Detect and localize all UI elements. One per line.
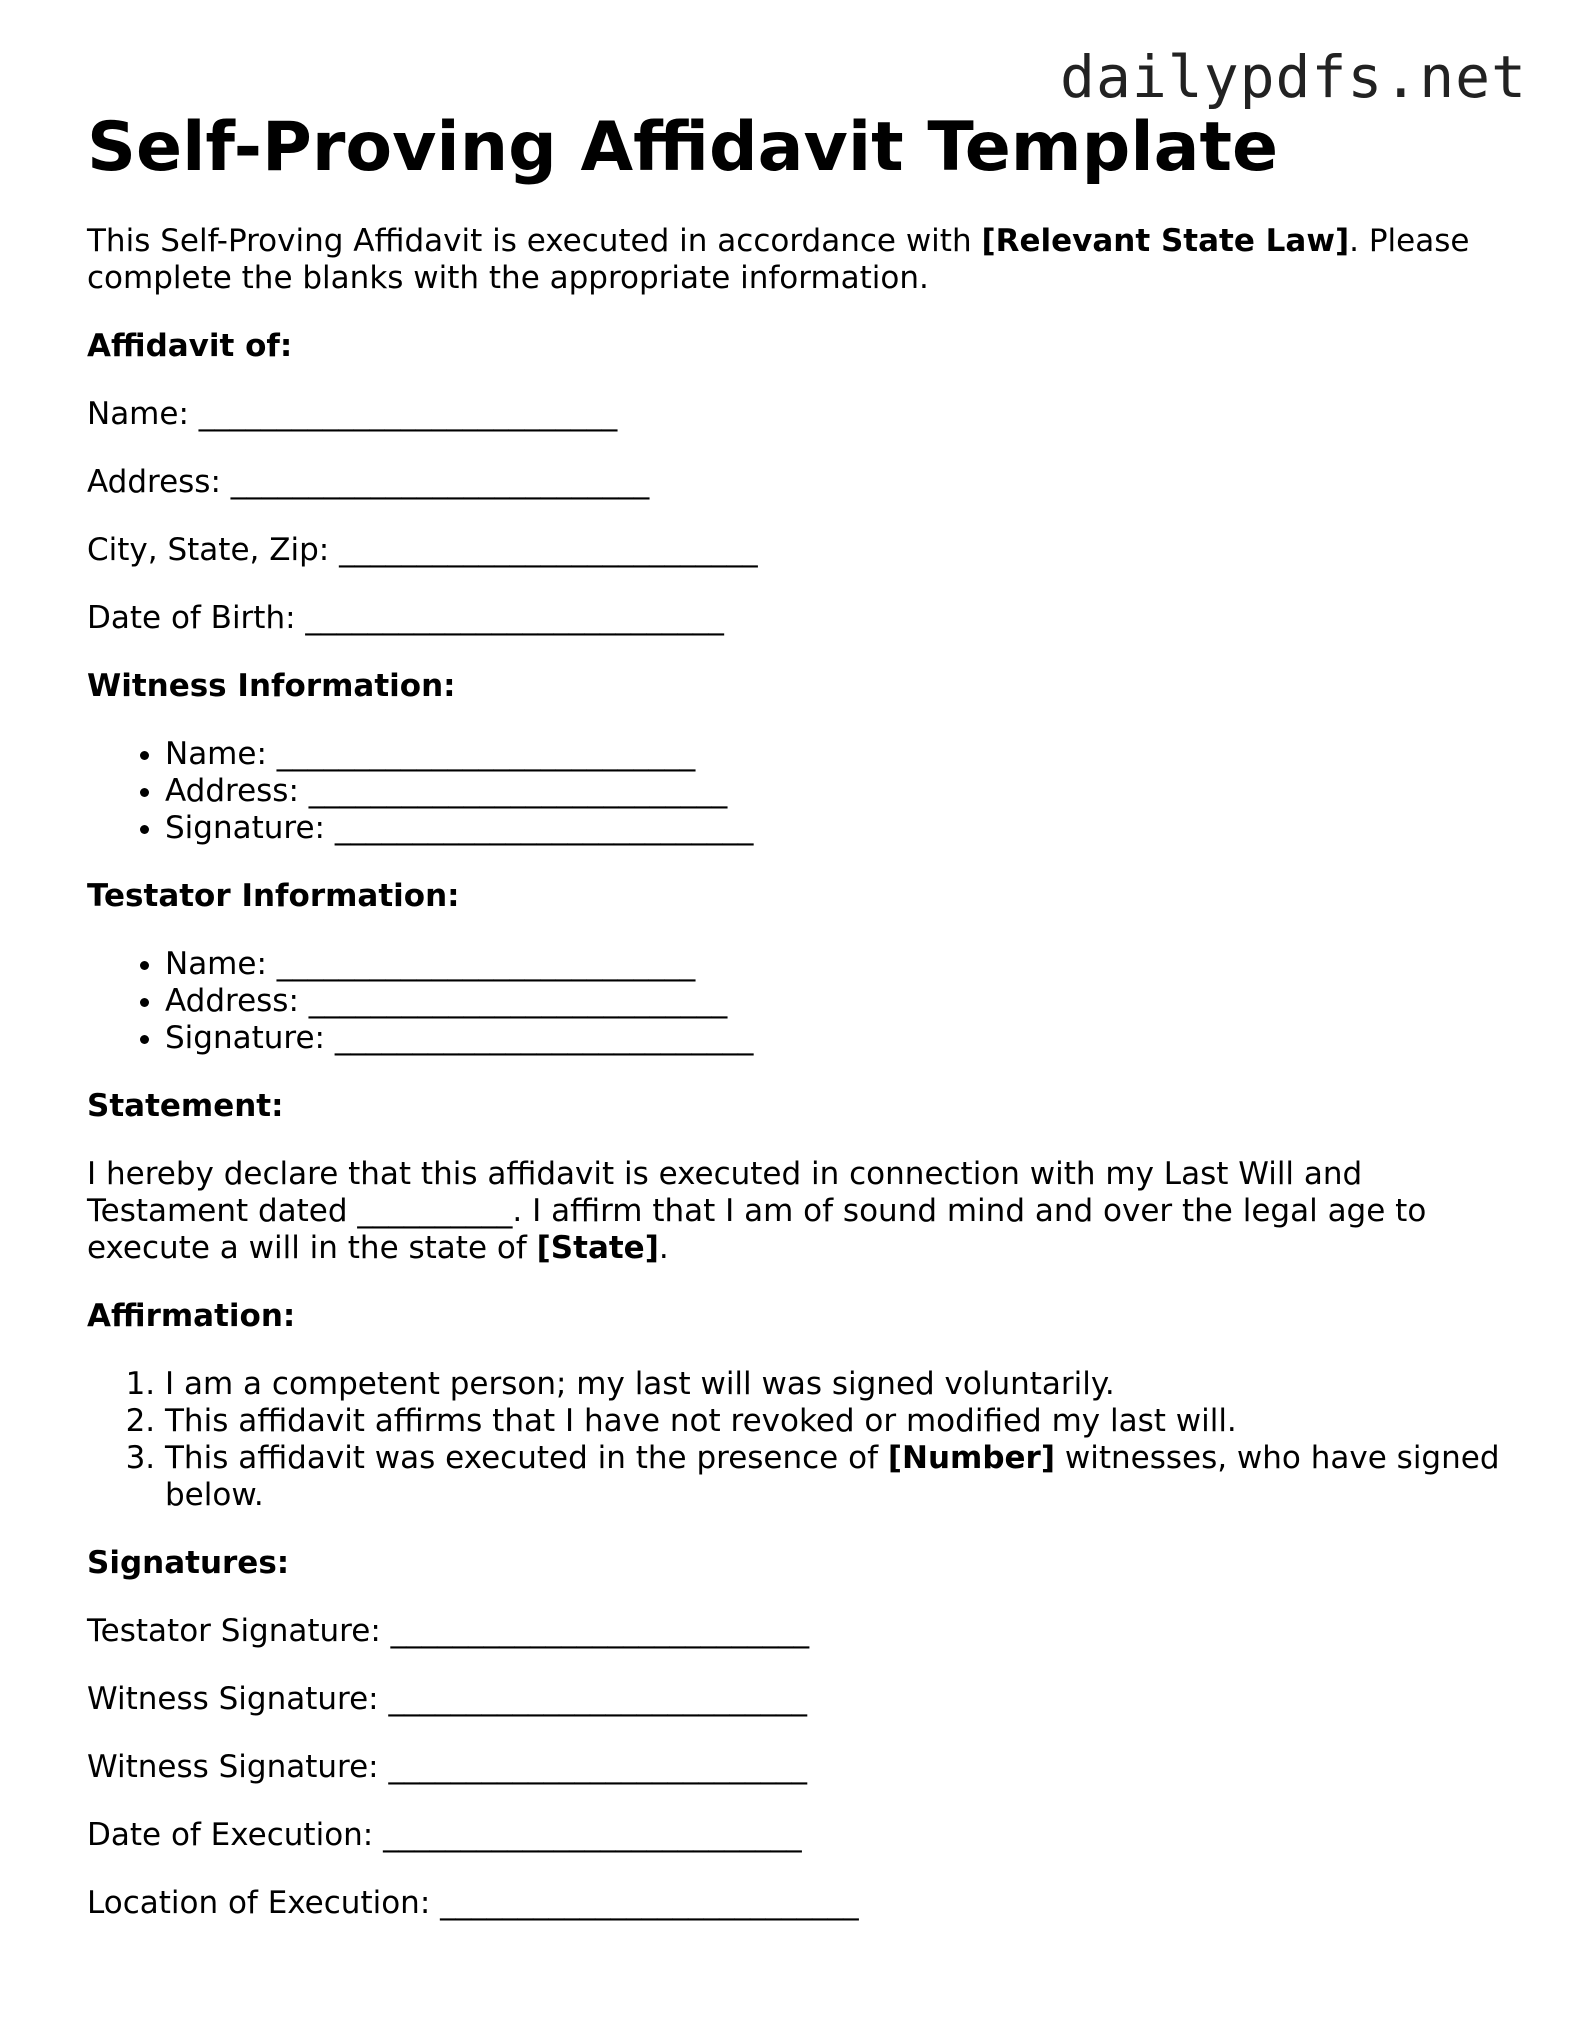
- intro-text-before: This Self-Proving Affidavit is executed in accordance with: [87, 223, 982, 259]
- field-label: Witness Signature:: [87, 1681, 389, 1717]
- statement-text-middle: . I affirm that I am of sound mind and over the legal age to execute a will in the state of: [87, 1193, 1427, 1266]
- testator-signature-item: [165, 1020, 1507, 1057]
- testator-name-item: [165, 946, 1507, 983]
- blank-line[interactable]: ___________________________: [276, 736, 696, 772]
- affirmation-item-3: [165, 1440, 1507, 1514]
- affirmation-item-1: 1. I am a competent person; my last will was signed voluntarily.: [165, 1366, 1507, 1403]
- witness-signature-field-2: [87, 1749, 1507, 1786]
- statement-heading: Statement:: [87, 1088, 284, 1124]
- affidavit-date-of-birth-field: [87, 600, 1507, 637]
- blank-line[interactable]: ___________________________: [230, 464, 650, 500]
- field-label: Location of Execution:: [87, 1885, 441, 1921]
- affidavit-city-state-zip-field: [87, 532, 1507, 569]
- field-label: Name:: [165, 736, 277, 772]
- blank-line[interactable]: ___________________________: [339, 532, 758, 568]
- statement-text-after: .: [658, 1230, 669, 1266]
- witness-list: [87, 736, 1507, 847]
- blank-line[interactable]: ___________________________: [334, 1020, 754, 1056]
- field-label: Address:: [165, 983, 309, 1019]
- intro-paragraph: [87, 223, 1507, 297]
- location-of-execution-field: [87, 1885, 1507, 1922]
- field-label: Witness Signature:: [87, 1749, 389, 1785]
- affirmation-list: [87, 1366, 1507, 1514]
- affidavit-heading: Affidavit of:: [87, 328, 293, 364]
- blank-line[interactable]: ___________________________: [305, 600, 724, 636]
- affirmation-item-2: 2. This affidavit affirms that I have not revoked or modified my last will.: [165, 1403, 1507, 1440]
- field-label: Signature:: [165, 1020, 335, 1056]
- blank-line[interactable]: ___________________________: [198, 396, 618, 432]
- field-label: Name:: [165, 946, 277, 982]
- field-label: City, State, Zip:: [87, 532, 340, 568]
- statement-text-before: I hereby declare that this affidavit is executed in connection with my Last Will and Testament dated: [87, 1156, 1363, 1229]
- document-title: Self-Proving Affidavit Template: [87, 108, 1279, 187]
- witness-name-item: [165, 736, 1507, 773]
- will-date-blank[interactable]: __________: [357, 1193, 513, 1229]
- testator-address-item: [165, 983, 1507, 1020]
- field-label: Testator Signature:: [87, 1613, 391, 1649]
- blank-line[interactable]: ___________________________: [388, 1681, 807, 1717]
- signatures-heading: Signatures:: [87, 1545, 290, 1581]
- witness-address-item: [165, 773, 1507, 810]
- testator-signature-field: [87, 1613, 1507, 1650]
- field-label: Name:: [87, 396, 199, 432]
- affirmation-item-3-after: witnesses, who have signed below.: [165, 1440, 1500, 1513]
- field-label: Date of Execution:: [87, 1817, 384, 1853]
- document-page: [87, 108, 1507, 1953]
- blank-line[interactable]: ___________________________: [390, 1613, 810, 1649]
- statement-paragraph: [87, 1156, 1507, 1267]
- testator-list: [87, 946, 1507, 1057]
- intro-state-law: [Relevant State Law]: [981, 223, 1350, 259]
- affirmation-heading: Affirmation:: [87, 1298, 296, 1334]
- witness-signature-field-1: [87, 1681, 1507, 1718]
- date-of-execution-field: [87, 1817, 1507, 1854]
- witness-heading: Witness Information:: [87, 668, 456, 704]
- field-label: Date of Birth:: [87, 600, 306, 636]
- blank-line[interactable]: ___________________________: [383, 1817, 802, 1853]
- witness-signature-item: [165, 810, 1507, 847]
- blank-line[interactable]: ___________________________: [440, 1885, 859, 1921]
- field-label: Signature:: [165, 810, 335, 846]
- blank-line[interactable]: ___________________________: [308, 773, 728, 809]
- blank-line[interactable]: ___________________________: [334, 810, 754, 846]
- testator-heading: Testator Information:: [87, 878, 460, 914]
- site-watermark: dailypdfs.net: [1060, 43, 1527, 111]
- affirmation-item-3-before: This affidavit was executed in the presence of: [165, 1440, 888, 1476]
- statement-state: [State]: [536, 1230, 659, 1266]
- blank-line[interactable]: ___________________________: [388, 1749, 807, 1785]
- affidavit-name-field: [87, 396, 1507, 433]
- blank-line[interactable]: ___________________________: [276, 946, 696, 982]
- affirmation-witness-number: [Number]: [887, 1440, 1055, 1476]
- field-label: Address:: [165, 773, 309, 809]
- field-label: Address:: [87, 464, 231, 500]
- intro-text-after: . Please complete the blanks with the appropriate information.: [87, 223, 1470, 296]
- blank-line[interactable]: ___________________________: [308, 983, 728, 1019]
- affidavit-address-field: [87, 464, 1507, 501]
